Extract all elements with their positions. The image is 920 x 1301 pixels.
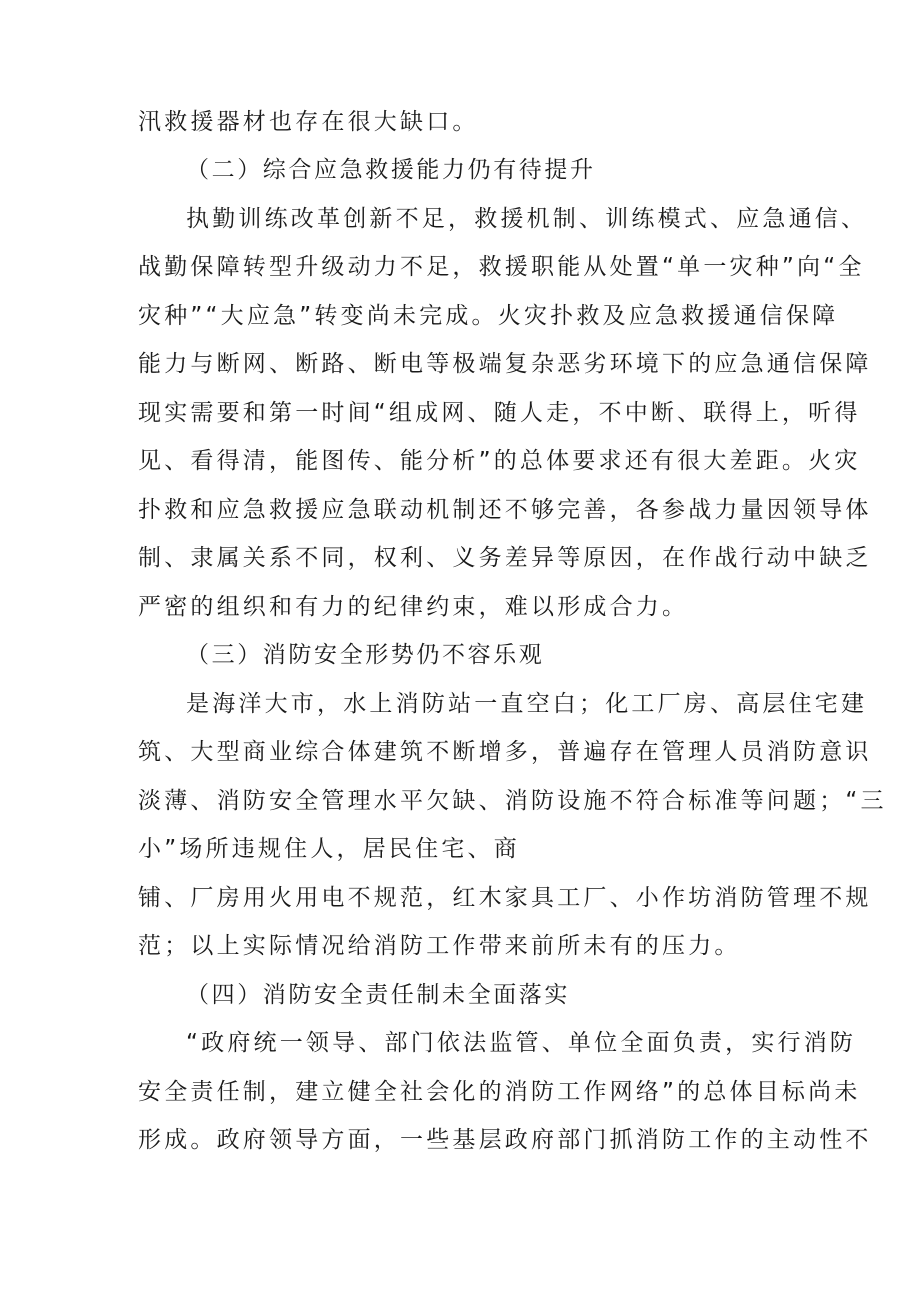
body-line-17: 铺、厂房用火用电不规范，红木家具工厂、小作坊消防管理不规 (138, 885, 872, 911)
body-line-13: 是海洋大市，水上消防站一直空白；化工厂房、高层住宅建 (186, 691, 868, 717)
body-line-11: 严密的组织和有力的纪律约束，难以形成合力。 (138, 594, 689, 620)
body-line-1: 汛救援器材也存在很大缺口。 (138, 109, 479, 135)
body-line-15: 淡薄、消防安全管理水平欠缺、消防设施不符合标准等问题；“三 (138, 788, 887, 814)
body-line-7: 现实需要和第一时间“组成网、随人走，不中断、联得上，听得 (138, 400, 861, 426)
body-line-9: 扑救和应急救援应急联动机制还不够完善，各参战力量因领导体 (138, 497, 872, 523)
body-line-16: 小”场所违规住人，居民住宅、商 (138, 836, 520, 862)
body-line-5: 灾种”“大应急”转变尚未完成。火灾扑救及应急救援通信保障 (138, 303, 839, 329)
section-heading-3: （三）消防安全形势仍不容乐观 (186, 642, 545, 668)
body-line-18: 范；以上实际情况给消防工作带来前所未有的压力。 (138, 933, 741, 959)
body-line-3: 执勤训练改革创新不足，救援机制、训练模式、应急通信、 (186, 206, 868, 232)
body-line-10: 制、隶属关系不同，权利、义务差异等原因，在作战行动中缺乏 (138, 545, 872, 571)
section-heading-4: （四）消防安全责任制未全面落实 (186, 982, 570, 1008)
body-line-20: “政府统一领导、部门依法监管、单位全面负责，实行消防 (186, 1030, 857, 1056)
body-line-14: 筑、大型商业综合体建筑不断增多，普遍存在管理人员消防意识 (138, 739, 872, 765)
body-line-8: 见、看得清，能图传、能分析”的总体要求还有很大差距。火灾 (138, 448, 861, 474)
body-line-22: 形成。政府领导方面，一些基层政府部门抓消防工作的主动性不 (138, 1127, 872, 1153)
section-heading-2: （二）综合应急救援能力仍有待提升 (186, 157, 596, 183)
body-line-4: 战勤保障转型升级动力不足，救援职能从处置“单一灾种”向“全 (138, 254, 865, 280)
body-line-6: 能力与断网、断路、断电等极端复杂恶劣环境下的应急通信保障 (138, 351, 872, 377)
body-line-21: 安全责任制，建立健全社会化的消防工作网络”的总体目标尚未 (138, 1079, 861, 1105)
